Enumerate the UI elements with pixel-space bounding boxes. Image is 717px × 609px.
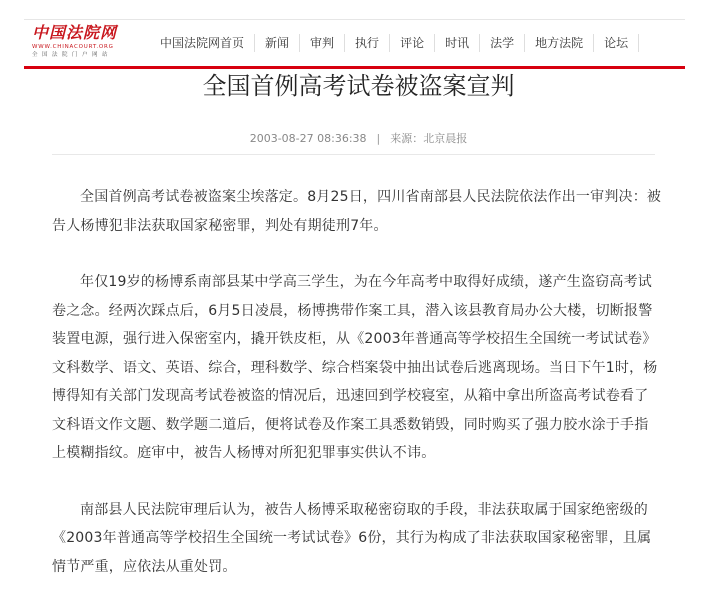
nav-item-jurisprudence[interactable]: 法学 xyxy=(480,34,525,52)
nav-item-home[interactable]: 中国法院网首页 xyxy=(150,34,255,52)
nav-item-trial[interactable]: 审判 xyxy=(300,34,345,52)
nav-item-local-courts[interactable]: 地方法院 xyxy=(525,34,594,52)
meta-separator: | xyxy=(376,132,381,145)
logo-url: WWW.CHINACOURT.ORG xyxy=(32,44,114,50)
site-logo[interactable] xyxy=(32,24,122,60)
article-body xyxy=(52,183,662,609)
article-paragraph: 全国首例高考试卷被盗案尘埃落定。8月25日，四川省南部县人民法院依法作出一审判决：被告人杨博犯非法获取国家秘密罪，判处有期徒刑7年。 xyxy=(52,189,662,234)
article-title: 全国首例高考试卷被盗案宣判 xyxy=(202,72,515,100)
meta-divider xyxy=(52,154,655,155)
header-red-divider xyxy=(24,66,685,69)
logo-text: 中国法院网 xyxy=(32,23,118,42)
header-top-border xyxy=(24,19,685,20)
nav-item-news[interactable]: 新闻 xyxy=(255,34,300,52)
publish-datetime: 2003-08-27 08:36:38 xyxy=(249,132,367,145)
nav-item-forum[interactable]: 论坛 xyxy=(594,34,639,52)
article-source: 来源：北京晨报 xyxy=(390,132,468,145)
nav-item-enforcement[interactable]: 执行 xyxy=(345,34,390,52)
article-meta xyxy=(0,131,717,147)
article-paragraph: 南部县人民法院审理后认为，被告人杨博采取秘密窃取的手段，非法获取属于国家绝密级的《2003年普通高等学校招生全国统一考试试卷》6份，其行为构成了非法获取国家秘密罪，且属情节严重，应依法从重处罚。 xyxy=(52,501,652,575)
main-nav xyxy=(150,33,639,53)
article-paragraph: 年仅19岁的杨博系南部县某中学高三学生，为在今年高考中取得好成绩，遂产生盗窃高考试卷之念。经两次踩点后，6月5日凌晨，杨博携带作案工具，潜入该县教育局办公大楼，切断报警装置电源，强行进入保密室内，撬开铁皮柜，从《2003年普通高等学校招生全国统一考试试卷》文科数学、语文、英语、综合，理科数学、综合档案袋中抽出试卷后逃离现场。当日下午1时，杨博得知有关部门发现高考试卷被盗的情况后，迅速回到学校寝室，从箱中拿出所盗高考试卷看了文科语文作文题、数学题二道后，便将试卷及作案工具悉数销毁，同时购买了强力胶水涂于手指上模糊指纹。庭审中，被告人杨博对所犯犯罪事实供认不讳。 xyxy=(52,274,658,461)
nav-item-commentary[interactable]: 评论 xyxy=(390,34,435,52)
nav-item-briefs[interactable]: 时讯 xyxy=(435,34,480,52)
logo-subtitle: 全国法院门户网站 xyxy=(32,52,113,58)
